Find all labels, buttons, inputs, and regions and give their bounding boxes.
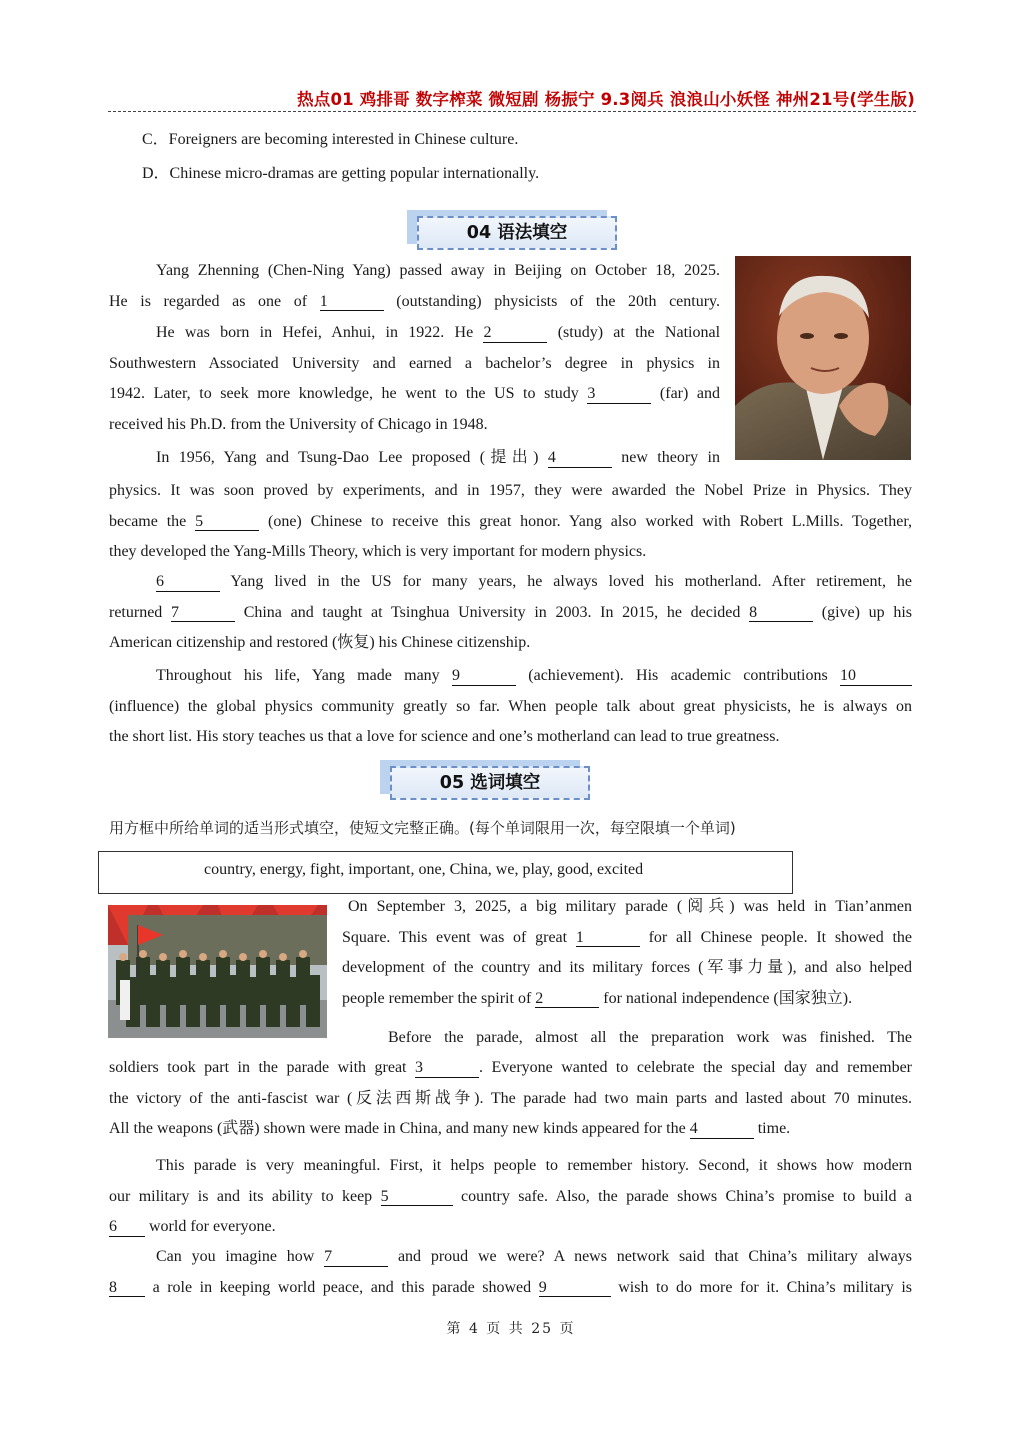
blank-5[interactable]: 5 (195, 513, 259, 532)
sec04-paragraph-3: physics. It was soon proved by experiments, and in 1957, they were awarded the Nobel Prize in Physics. They became the 5 (one) Chinese to receive this great honor. Yang also worked with Robert L.Mills. Together, they developed the Yang-Mills Theory, which is very important for modern physics. (109, 482, 913, 560)
blank-10[interactable]: 10 (840, 667, 912, 686)
blank-3[interactable]: 3 (587, 385, 651, 404)
blank-7[interactable]: 7 (171, 604, 235, 623)
option-d: D．Chinese micro-dramas are getting popular internationally. (142, 165, 540, 182)
blank-p2-6[interactable]: 6 (109, 1218, 145, 1237)
sec05-paragraph-2: soldiers took part in the parade with great 3 . Everyone wanted to celebrate the special day and remember the victory of the anti-fascist war (反法西斯战争). The parade had two main parts and lasted about 70 minutes. All the weapons (武器) shown were made in China, and many new kinds appeared for the 4 time. (109, 1059, 913, 1137)
blank-p2-7[interactable]: 7 (324, 1248, 388, 1267)
sec05-paragraph-4: Can you imagine how 7 and proud we were? A news network said that China’s military always 8 a role in keeping world peace, and this parade showed 9 wish to do more for it. China’s military is (109, 1248, 913, 1296)
page-header-title: 热点01 鸡排哥 数字榨菜 微短剧 杨振宁 9.3阅兵 浪浪山小妖怪 神州21号(学生版) (297, 90, 915, 109)
portrait-photo (735, 256, 911, 460)
blank-9[interactable]: 9 (452, 667, 516, 686)
blank-p2-1[interactable]: 1 (576, 929, 640, 948)
word-bank-list: country, energy, fight, important, one, China, we, play, good, excited (204, 861, 644, 878)
blank-4[interactable]: 4 (548, 449, 612, 468)
blank-p2-5[interactable]: 5 (381, 1188, 453, 1207)
blank-p2-3[interactable]: 3 (415, 1059, 479, 1078)
sec04-paragraph-1: Yang Zhenning (Chen-Ning Yang) passed away in Beijing on October 18, 2025. He is regarded as one of 1 (outstanding) physicists of the 20th century. (109, 262, 721, 310)
sec05-instruction: 用方框中所给单词的适当形式填空，使短文完整正确。(每个单词限用一次，每空限填一个单词) (109, 819, 736, 837)
sec04-paragraph-2: He was born in Hefei, Anhui, in 1922. He 2 (study) at the National Southwestern Associated University and earned a bachelor’s degree in physics in 1942. Later, to seek more knowledge, he went to the US to study 3 (far) and received his Ph.D. from the University of Chicago in 1948. (109, 324, 721, 433)
blank-p2-2[interactable]: 2 (535, 990, 599, 1009)
sec05-paragraph-2-line1: Before the parade, almost all the preparation work was finished. The (388, 1029, 912, 1046)
word-bank-box (98, 851, 793, 894)
header-divider (108, 111, 916, 112)
blank-1[interactable]: 1 (320, 293, 384, 312)
parade-photo (108, 905, 327, 1038)
sec04-paragraph-3-line1: In 1956, Yang and Tsung-Dao Lee proposed (提出) 4 new theory in (156, 449, 720, 466)
sec05-paragraph-3: This parade is very meaningful. First, it helps people to remember history. Second, it shows how modern our military is and its ability to keep 5 country safe. Also, the parade shows China’s promise to build a 6 world for everyone. (109, 1157, 913, 1235)
section-04-title-badge (407, 210, 622, 248)
blank-8[interactable]: 8 (749, 604, 813, 623)
sec04-paragraph-4: 6 Yang lived in the US for many years, he always loved his motherland. After retirement, he returned 7 China and taught at Tsinghua University in 2003. In 2015, he decided 8 (give) up his American citizenship and restored (恢复) his Chinese citizenship. (109, 573, 913, 651)
blank-6[interactable]: 6 (156, 573, 220, 592)
option-c: C．Foreigners are becoming interested in Chinese culture. (142, 131, 519, 148)
blank-2[interactable]: 2 (483, 324, 547, 343)
section-04-title: 04 语法填空 (417, 216, 617, 250)
blank-p2-9[interactable]: 9 (539, 1279, 611, 1298)
blank-p2-4[interactable]: 4 (690, 1120, 754, 1139)
section-05-title: 05 选词填空 (390, 766, 590, 800)
blank-p2-8[interactable]: 8 (109, 1279, 145, 1298)
sec05-paragraph-1: On September 3, 2025, a big military parade (阅兵) was held in Tian’anmen Square. This event was of great 1 for all Chinese people. It showed the development of the country and its military forces (军事力量), and also helped people remember the spirit of 2 for national independence (国家独立). (342, 898, 913, 1007)
section-05-title-badge (380, 760, 595, 798)
page-number-footer: 第 4 页 共 25 页 (446, 1321, 576, 1337)
sec04-paragraph-5: Throughout his life, Yang made many 9 (achievement). His academic contributions 10 (influence) the global physics community greatly so far. When people talk about great physicists, he is always on the short list. His story teaches us that a love for science and one’s motherland can lead to true greatness. (109, 667, 912, 745)
